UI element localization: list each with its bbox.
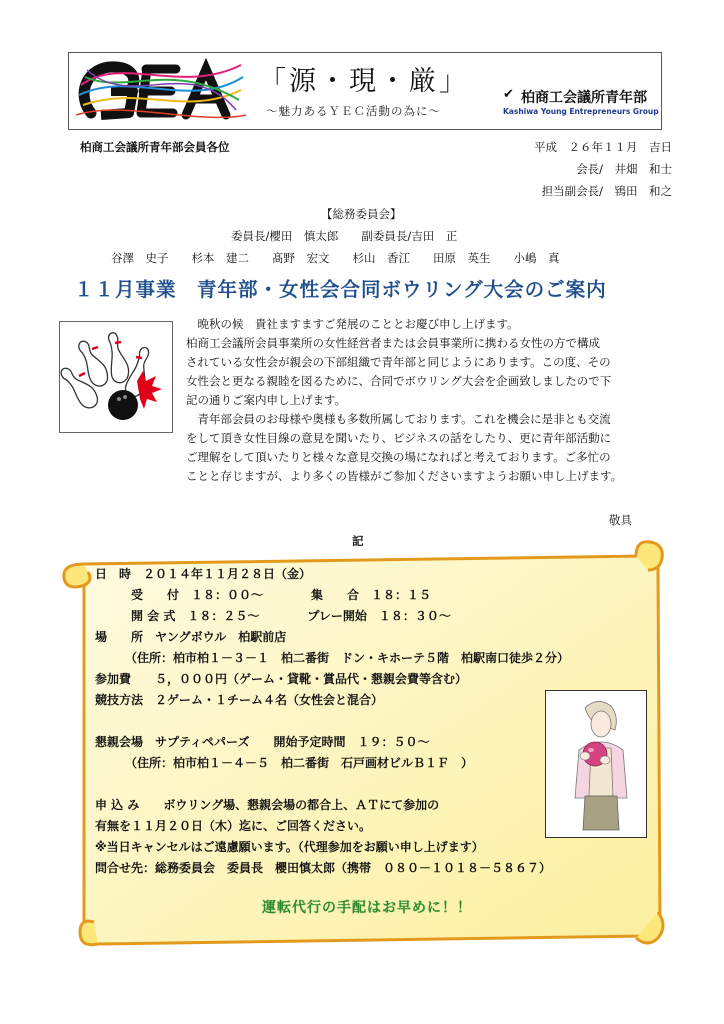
detail-opening: 開 会 式 １８：２５～ プレー開始 １８：３０～ — [95, 609, 451, 623]
footer-note: 運転代行の手配はお早めに！！ — [262, 900, 472, 916]
org-mark-icon: ✔ — [503, 87, 514, 102]
addressee: 柏商工会議所青年部会員各位 — [80, 140, 230, 154]
gea-logo — [71, 55, 251, 125]
letter-body — [186, 315, 622, 486]
paragraph-line: 晩秋の候 貴社ますますご発展のこととお慶び申し上げます。 — [186, 317, 519, 331]
detail-deadline: 有無を１１月２０日（木）迄に、ご回答ください。 — [95, 819, 372, 833]
detail-application: 申 込 み ボウリング場、懇親会場の都合上、ＡＴにて参加の — [95, 798, 440, 812]
committee-line-1: 委員長/櫻田 慎太郎 副委員長/吉田 正 — [231, 229, 458, 243]
committee-heading: 【総務委員会】 — [321, 207, 402, 221]
paragraph-line: をして頂き女性目線の意見を聞いたり、ビジネスの話をしたり、更に青年部活動に — [186, 431, 612, 445]
ki-heading: 記 — [352, 534, 364, 548]
detail-reception: 受 付 １８：００～ 集 合 １８：１５ — [95, 588, 432, 602]
paragraph-line: ことと存じますが、より多くの皆様がご参加くださいますようお願い申し上げます。 — [186, 469, 623, 483]
detail-format: 競技方法 ２ゲーム・１チーム４名（女性会と混合） — [95, 693, 384, 707]
org-name-jp: 柏商工会議所青年部 — [521, 90, 647, 106]
detail-spacer — [95, 776, 569, 797]
event-details — [95, 566, 569, 881]
detail-venue: 場 所 ヤングボウル 柏駅前店 — [95, 630, 287, 644]
header-banner — [68, 52, 662, 130]
page-title: １１月事業 青年部・女性会合同ボウリング大会のご案内 — [74, 278, 607, 301]
paragraph-line: ご理解をして頂いたりと様々な意見交換の場になればと考えております。ご多忙の — [186, 450, 611, 464]
paragraph-line: 女性会と更なる親睦を図るために、合同でボウリング大会を企画致しましたので下 — [186, 374, 612, 388]
date: 平成 ２６年１１月 吉日 — [534, 140, 672, 154]
subslogan: ～魅力あるＹＥＣ活動の為に～ — [266, 104, 441, 118]
detail-party-address: （住所：柏市柏１－４－５ 柏二番街 石戸画材ビルＢ１Ｆ ） — [95, 756, 474, 770]
detail-party-venue: 懇親会場 サプティペパーズ 開始予定時間 １９：５０～ — [95, 735, 430, 749]
slogan: 「源・現・厳」 — [259, 66, 469, 97]
detail-spacer — [95, 713, 569, 734]
sender-president: 会長/ 井畑 和士 — [576, 162, 672, 176]
detail-contact: 問合せ先：総務委員会 委員長 櫻田慎太郎（携帯 ０８０－１０１８－５８６７） — [95, 861, 552, 875]
detail-fee: 参加費 ５，０００円（ゲーム・貸靴・賞品代・懇親会費等含む） — [95, 672, 468, 686]
committee-line-2: 谷澤 史子 杉本 建二 髙野 宏文 杉山 香江 田原 英生 小嶋 真 — [111, 251, 560, 265]
detail-venue-address: （住所：柏市柏１－３－１ 柏二番街 ドン・キホーテ５階 柏駅南口徒歩２分） — [95, 651, 570, 665]
closing: 敬具 — [609, 513, 632, 527]
woman-bowler-illustration — [545, 690, 647, 838]
org-name-en: Kashiwa Young Entrepreneurs Group — [503, 107, 659, 116]
paragraph-line: されている女性会が親会の下部組織で青年部と同じようにあります。この度、その — [186, 355, 611, 369]
paragraph-line: 記の通りご案内申し上げます。 — [186, 393, 347, 407]
detail-date: 日 時 ２０１４年１１月２８日（金） — [95, 567, 312, 581]
sender-vice-president: 担当副会長/ 鴇田 和之 — [541, 184, 672, 198]
paragraph-line: 青年部会員のお母様や奥様も多数所属しております。これを機会に是非とも交流 — [186, 412, 611, 426]
detail-cancel-note: ※当日キャンセルはご遠慮願います。（代理参加をお願い申し上げます） — [95, 840, 484, 854]
bowling-icon — [59, 321, 173, 433]
paragraph-line: 柏商工会議所会員事業所の女性経営者または会員事業所に携わる女性の方で構成 — [186, 336, 600, 350]
